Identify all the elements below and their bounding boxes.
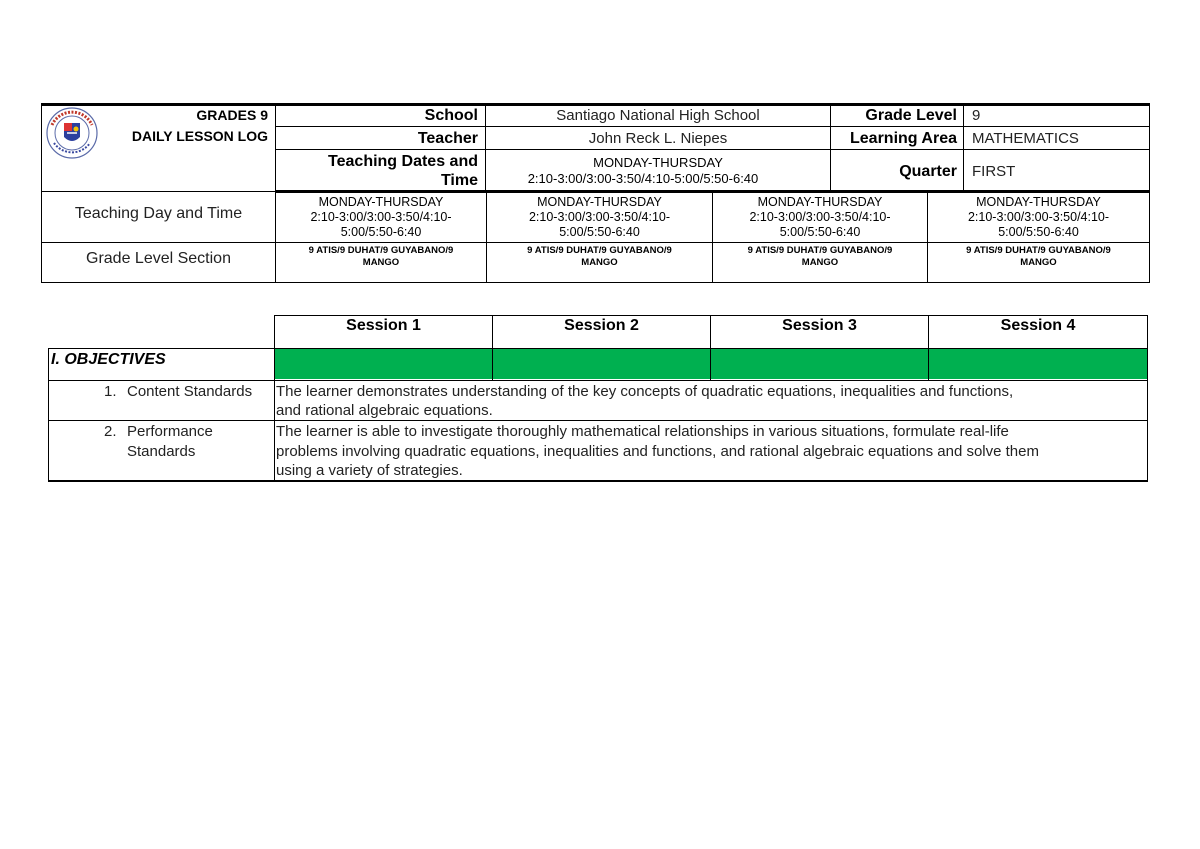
school-label: School	[424, 107, 478, 124]
performance-standards-text-3: using a variety of strategies.	[276, 462, 463, 479]
content-standards-text-2: and rational algebraic equations.	[276, 402, 493, 419]
section-cell: 9 ATIS/9 DUHAT/9 GUYABANO/9 MANGO	[308, 245, 454, 268]
learning-area-value: MATHEMATICS	[972, 130, 1079, 147]
teaching-dates-value-2: 2:10-3:00/3:00-3:50/4:10-5:00/5:50-6:40	[527, 171, 759, 186]
deped-seal-icon	[46, 107, 98, 159]
teacher-label: Teacher	[417, 130, 478, 147]
grade-level-value: 9	[972, 107, 981, 124]
day-time-cell: MONDAY-THURSDAY 2:10-3:00/3:00-3:50/4:10- 5:00/5:50-6:40	[967, 195, 1110, 239]
performance-standards-number: 2.	[104, 423, 117, 440]
teaching-dates-label-2: Time	[440, 172, 478, 189]
session-3-header: Session 3	[782, 317, 857, 334]
quarter-label: Quarter	[899, 163, 957, 180]
quarter-value: FIRST	[972, 163, 1016, 180]
performance-standards-text-2: problems involving quadratic equations, inequalities and functions, and rational algebraic equations and solve them	[276, 443, 1039, 460]
school-value: Santiago National High School	[556, 107, 760, 124]
performance-standards-label-2: Standards	[127, 443, 196, 460]
grade-level-label: Grade Level	[865, 107, 957, 124]
teaching-dates-label-1: Teaching Dates and	[328, 153, 478, 170]
day-time-cell: MONDAY-THURSDAY 2:10-3:00/3:00-3:50/4:10- 5:00/5:50-6:40	[528, 195, 671, 239]
session-2-header: Session 2	[564, 317, 639, 334]
teaching-dates-value-1: MONDAY-THURSDAY	[593, 155, 723, 170]
objectives-green-band	[275, 349, 1147, 379]
section-cell: 9 ATIS/9 DUHAT/9 GUYABANO/9 MANGO	[747, 245, 893, 268]
teacher-value: John Reck L. Niepes	[588, 130, 728, 147]
performance-standards-text-1: The learner is able to investigate thoroughly mathematical relationships in various situations, formulate real-life	[276, 423, 1009, 440]
section-cell: 9 ATIS/9 DUHAT/9 GUYABANO/9 MANGO	[527, 245, 672, 268]
content-standards-number: 1.	[104, 383, 117, 400]
grade-level-section-label: Grade Level Section	[86, 250, 231, 267]
content-standards-label: Content Standards	[127, 383, 253, 400]
content-standards-text-1: The learner demonstrates understanding of the key concepts of quadratic equations, inequalities and functions,	[276, 383, 1014, 400]
section-cell: 9 ATIS/9 DUHAT/9 GUYABANO/9 MANGO	[966, 245, 1111, 268]
session-1-header: Session 1	[346, 317, 421, 334]
objectives-heading: I. OBJECTIVES	[51, 351, 166, 368]
grades-title: GRADES 9	[196, 107, 268, 123]
performance-standards-label-1: Performance	[127, 423, 213, 440]
daily-lesson-log-title: DAILY LESSON LOG	[131, 128, 268, 144]
day-time-cell: MONDAY-THURSDAY 2:10-3:00/3:00-3:50/4:10- 5:00/5:50-6:40	[310, 195, 452, 239]
learning-area-label: Learning Area	[850, 130, 957, 147]
teaching-day-time-label: Teaching Day and Time	[74, 205, 243, 222]
session-4-header: Session 4	[1000, 317, 1076, 334]
day-time-cell: MONDAY-THURSDAY 2:10-3:00/3:00-3:50/4:10- 5:00/5:50-6:40	[749, 195, 891, 239]
